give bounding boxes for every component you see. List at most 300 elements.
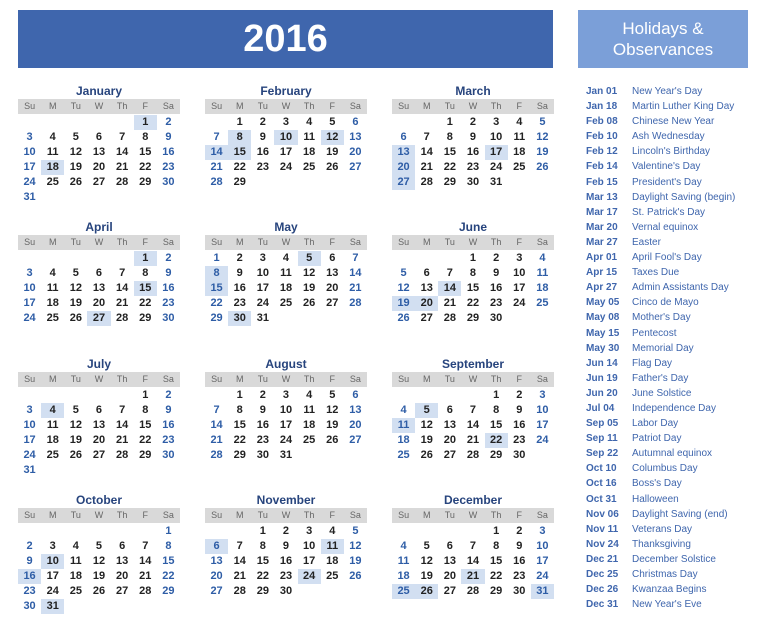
holiday-name: Independence Day bbox=[632, 402, 716, 414]
day-cell: 16 bbox=[162, 146, 175, 158]
day-cell: 17 bbox=[536, 419, 549, 431]
day-cell: 14 bbox=[210, 419, 223, 431]
month-april bbox=[18, 220, 180, 326]
day-cell: 23 bbox=[162, 297, 175, 309]
day-cell: 11 bbox=[321, 539, 344, 554]
weekday-label: F bbox=[329, 374, 336, 384]
month-august bbox=[205, 357, 367, 463]
day-cell: 29 bbox=[466, 312, 480, 324]
weekday-label: Th bbox=[303, 510, 315, 520]
day-cell: 17 bbox=[513, 282, 526, 294]
holiday-date: Feb 15 bbox=[586, 176, 618, 188]
day-cell: 7 bbox=[119, 131, 126, 143]
days-grid bbox=[205, 115, 367, 190]
day-cell: 13 bbox=[443, 419, 456, 431]
day-cell: 10 bbox=[279, 404, 293, 416]
day-cell: 4 bbox=[41, 403, 64, 418]
day-cell: 30 bbox=[23, 600, 36, 612]
holiday-name: April Fool's Day bbox=[632, 252, 702, 264]
holiday-name: Halloween bbox=[632, 493, 679, 505]
day-cell: 24 bbox=[23, 312, 36, 324]
empty-day bbox=[18, 388, 41, 403]
day-cell: 6 bbox=[446, 540, 453, 552]
weekday-label: Sa bbox=[536, 374, 548, 384]
holiday-row bbox=[586, 265, 758, 280]
weekday-label: Tu bbox=[257, 101, 268, 111]
day-cell: 20 bbox=[349, 419, 362, 431]
day-cell: 20 bbox=[392, 160, 415, 175]
day-cell: 20 bbox=[349, 146, 362, 158]
holiday-name: Ash Wednesday bbox=[632, 131, 705, 143]
day-cell: 20 bbox=[92, 161, 106, 173]
day-cell: 4 bbox=[539, 252, 546, 264]
day-cell: 6 bbox=[446, 404, 453, 416]
holiday-row bbox=[586, 235, 758, 250]
holiday-date: Sep 22 bbox=[586, 448, 619, 460]
holiday-row bbox=[586, 552, 758, 567]
holiday-row bbox=[586, 492, 758, 507]
day-cell: 21 bbox=[116, 161, 129, 173]
day-cell: 18 bbox=[397, 434, 410, 446]
day-cell: 9 bbox=[259, 131, 266, 143]
day-cell: 21 bbox=[233, 570, 246, 582]
day-cell: 7 bbox=[446, 267, 453, 279]
month-title: August bbox=[265, 357, 307, 371]
day-cell: 4 bbox=[400, 404, 407, 416]
holiday-name: Memorial Day bbox=[632, 342, 694, 354]
day-cell: 17 bbox=[279, 419, 293, 431]
day-cell: 7 bbox=[352, 252, 359, 264]
day-cell: 22 bbox=[139, 434, 152, 446]
day-cell: 28 bbox=[443, 312, 456, 324]
weekday-label: Tu bbox=[444, 374, 455, 384]
day-cell: 2 bbox=[516, 389, 523, 401]
day-cell: 18 bbox=[46, 434, 59, 446]
day-cell: 18 bbox=[69, 570, 82, 582]
day-cell: 6 bbox=[95, 131, 103, 143]
weekday-label: W bbox=[468, 237, 478, 247]
month-june bbox=[392, 220, 554, 326]
day-cell: 12 bbox=[69, 282, 82, 294]
day-cell: 25 bbox=[46, 312, 59, 324]
day-cell: 10 bbox=[23, 282, 36, 294]
day-cell: 15 bbox=[205, 281, 228, 296]
day-cell: 22 bbox=[485, 433, 508, 448]
day-cell: 5 bbox=[72, 267, 79, 279]
day-cell: 4 bbox=[49, 267, 56, 279]
day-cell: 5 bbox=[539, 116, 546, 128]
day-cell: 2 bbox=[493, 252, 500, 264]
day-cell: 28 bbox=[466, 585, 480, 597]
day-cell: 1 bbox=[165, 525, 172, 537]
holiday-row bbox=[586, 446, 758, 461]
day-cell: 31 bbox=[531, 584, 554, 599]
day-cell: 31 bbox=[279, 449, 293, 461]
weekday-label: Su bbox=[211, 101, 223, 111]
day-cell: 1 bbox=[236, 116, 243, 128]
day-cell: 10 bbox=[23, 419, 36, 431]
weekday-label: Th bbox=[116, 101, 128, 111]
day-cell: 22 bbox=[490, 570, 503, 582]
day-cell: 13 bbox=[326, 267, 339, 279]
holiday-row bbox=[586, 522, 758, 537]
empty-day bbox=[392, 524, 415, 539]
empty-day bbox=[438, 388, 461, 403]
holiday-row bbox=[586, 190, 758, 205]
month-may bbox=[205, 220, 367, 326]
day-cell: 11 bbox=[397, 555, 410, 567]
day-cell: 26 bbox=[397, 312, 410, 324]
day-cell: 30 bbox=[162, 312, 175, 324]
weekday-label: F bbox=[142, 510, 149, 520]
day-cell: 26 bbox=[420, 449, 433, 461]
day-cell: 19 bbox=[69, 161, 82, 173]
day-cell: 2 bbox=[282, 525, 290, 537]
day-cell: 27 bbox=[87, 311, 110, 326]
day-cell: 26 bbox=[69, 176, 82, 188]
day-cell: 16 bbox=[490, 282, 503, 294]
month-title: February bbox=[260, 84, 312, 98]
day-cell: 6 bbox=[400, 131, 407, 143]
day-cell: 20 bbox=[415, 296, 438, 311]
days-grid bbox=[392, 251, 554, 326]
day-cell: 1 bbox=[259, 525, 266, 537]
day-cell: 18 bbox=[279, 282, 293, 294]
day-cell: 21 bbox=[116, 434, 129, 446]
holiday-date: Oct 10 bbox=[586, 463, 617, 475]
day-cell: 24 bbox=[536, 570, 549, 582]
day-cell: 29 bbox=[210, 312, 223, 324]
holiday-row bbox=[586, 175, 758, 190]
weekday-label: F bbox=[516, 237, 523, 247]
day-cell: 3 bbox=[282, 389, 290, 401]
holiday-name: Daylight Saving (end) bbox=[632, 508, 728, 520]
day-cell: 30 bbox=[513, 585, 526, 597]
day-cell: 7 bbox=[142, 540, 149, 552]
day-cell: 29 bbox=[490, 449, 503, 461]
day-cell: 15 bbox=[228, 145, 251, 160]
day-cell: 24 bbox=[490, 161, 503, 173]
day-cell: 17 bbox=[23, 161, 36, 173]
empty-day bbox=[87, 115, 110, 130]
holiday-date: Dec 26 bbox=[586, 584, 619, 596]
day-cell: 13 bbox=[92, 419, 106, 431]
day-cell: 9 bbox=[165, 404, 172, 416]
holiday-row bbox=[586, 416, 758, 431]
empty-day bbox=[41, 388, 64, 403]
days-grid bbox=[18, 388, 180, 478]
day-cell: 19 bbox=[92, 570, 106, 582]
weekday-label: M bbox=[235, 510, 244, 520]
day-cell: 28 bbox=[233, 585, 246, 597]
day-cell: 27 bbox=[443, 449, 456, 461]
day-cell: 22 bbox=[233, 434, 246, 446]
holiday-name: Admin Assistants Day bbox=[632, 282, 729, 294]
day-cell: 3 bbox=[306, 525, 313, 537]
holiday-date: May 30 bbox=[586, 342, 620, 354]
holiday-name: Easter bbox=[632, 236, 661, 248]
holiday-name: Patriot Day bbox=[632, 433, 682, 445]
day-cell: 11 bbox=[513, 131, 526, 143]
day-cell: 5 bbox=[72, 131, 79, 143]
holiday-row bbox=[586, 401, 758, 416]
holiday-row bbox=[586, 295, 758, 310]
day-cell: 28 bbox=[466, 449, 480, 461]
weekday-label: Th bbox=[490, 237, 502, 247]
day-cell: 22 bbox=[466, 297, 480, 309]
holiday-name: Lincoln's Birthday bbox=[632, 146, 711, 158]
empty-day bbox=[415, 115, 438, 130]
holiday-date: Jun 14 bbox=[586, 357, 618, 369]
empty-day bbox=[64, 388, 87, 403]
day-cell: 1 bbox=[213, 252, 220, 264]
holiday-row bbox=[586, 567, 758, 582]
day-cell: 15 bbox=[139, 146, 152, 158]
day-cell: 31 bbox=[41, 599, 64, 614]
holiday-row bbox=[586, 220, 758, 235]
holiday-row bbox=[586, 144, 758, 159]
day-cell: 5 bbox=[95, 540, 103, 552]
weekday-label: Tu bbox=[70, 374, 81, 384]
holiday-date: Dec 21 bbox=[586, 553, 619, 565]
weekday-label: M bbox=[235, 101, 244, 111]
day-cell: 13 bbox=[210, 555, 223, 567]
month-october bbox=[18, 493, 180, 614]
day-cell: 19 bbox=[69, 297, 82, 309]
empty-day bbox=[87, 251, 110, 266]
holiday-date: May 15 bbox=[586, 327, 620, 339]
day-cell: 25 bbox=[536, 297, 549, 309]
weekday-header bbox=[18, 235, 180, 250]
day-cell: 25 bbox=[279, 297, 293, 309]
day-cell: 8 bbox=[142, 404, 149, 416]
month-september bbox=[392, 357, 554, 463]
month-november bbox=[205, 493, 367, 599]
weekday-label: W bbox=[94, 510, 104, 520]
day-cell: 23 bbox=[490, 297, 503, 309]
day-cell: 4 bbox=[72, 540, 79, 552]
day-cell: 6 bbox=[95, 404, 103, 416]
holiday-name: Pentecost bbox=[632, 327, 677, 339]
day-cell: 26 bbox=[69, 312, 82, 324]
day-cell: 30 bbox=[228, 311, 251, 326]
day-cell: 17 bbox=[23, 434, 36, 446]
holiday-date: Jan 18 bbox=[586, 101, 618, 113]
day-cell: 7 bbox=[469, 540, 477, 552]
weekday-label: W bbox=[281, 510, 291, 520]
day-cell: 8 bbox=[165, 540, 172, 552]
weekday-label: Th bbox=[116, 510, 128, 520]
weekday-header bbox=[205, 372, 367, 387]
day-cell: 22 bbox=[256, 570, 269, 582]
day-cell: 22 bbox=[233, 161, 246, 173]
empty-day bbox=[111, 524, 134, 539]
days-grid bbox=[18, 251, 180, 326]
weekday-header bbox=[392, 235, 554, 250]
weekday-label: Th bbox=[303, 374, 315, 384]
holiday-name: Kwanzaa Begins bbox=[632, 584, 707, 596]
day-cell: 12 bbox=[397, 282, 410, 294]
day-cell: 31 bbox=[23, 464, 36, 476]
day-cell: 6 bbox=[95, 267, 103, 279]
day-cell: 29 bbox=[139, 449, 152, 461]
day-cell: 3 bbox=[516, 252, 523, 264]
day-cell: 7 bbox=[213, 404, 220, 416]
holiday-name: Christmas Day bbox=[632, 569, 698, 580]
day-cell: 30 bbox=[256, 449, 269, 461]
day-cell: 25 bbox=[303, 161, 316, 173]
weekday-label: W bbox=[94, 101, 104, 111]
day-cell: 13 bbox=[349, 131, 362, 143]
day-cell: 19 bbox=[536, 146, 549, 158]
day-cell: 19 bbox=[326, 419, 339, 431]
holiday-date: Nov 06 bbox=[586, 508, 619, 520]
weekday-label: Tu bbox=[70, 510, 81, 520]
day-cell: 2 bbox=[259, 116, 266, 128]
holiday-date: May 08 bbox=[586, 312, 620, 324]
empty-day bbox=[392, 115, 415, 130]
day-cell: 13 bbox=[116, 555, 129, 567]
day-cell: 26 bbox=[415, 584, 438, 599]
weekday-label: Th bbox=[303, 101, 315, 111]
day-cell: 11 bbox=[46, 282, 59, 294]
day-cell: 8 bbox=[228, 130, 251, 145]
holiday-name: Thanksgiving bbox=[632, 538, 691, 550]
day-cell: 28 bbox=[349, 297, 362, 309]
day-cell: 9 bbox=[516, 404, 523, 416]
day-cell: 20 bbox=[326, 282, 339, 294]
holiday-date: Apr 01 bbox=[586, 252, 618, 264]
holidays-title: Holidays & Observances bbox=[612, 19, 714, 59]
holiday-name: Taxes Due bbox=[632, 267, 680, 279]
empty-day bbox=[415, 388, 438, 403]
day-cell: 11 bbox=[536, 267, 549, 279]
day-cell: 25 bbox=[46, 176, 59, 188]
holiday-row bbox=[586, 582, 758, 597]
day-cell: 14 bbox=[466, 419, 480, 431]
day-cell: 3 bbox=[26, 131, 33, 143]
day-cell: 8 bbox=[469, 267, 477, 279]
day-cell: 17 bbox=[46, 570, 59, 582]
day-cell: 8 bbox=[142, 131, 149, 143]
day-cell: 1 bbox=[134, 251, 157, 266]
weekday-label: F bbox=[516, 510, 523, 520]
holiday-row bbox=[586, 461, 758, 476]
day-cell: 18 bbox=[397, 570, 410, 582]
day-cell: 8 bbox=[493, 540, 500, 552]
weekday-label: M bbox=[235, 237, 244, 247]
day-cell: 13 bbox=[392, 145, 415, 160]
day-cell: 5 bbox=[72, 404, 79, 416]
empty-day bbox=[18, 524, 41, 539]
month-title: March bbox=[455, 84, 491, 98]
year-banner bbox=[18, 10, 553, 68]
weekday-header bbox=[205, 508, 367, 523]
day-cell: 15 bbox=[490, 555, 503, 567]
holidays-list bbox=[586, 84, 758, 612]
weekday-label: M bbox=[48, 510, 57, 520]
empty-day bbox=[461, 524, 484, 539]
days-grid bbox=[18, 524, 180, 614]
day-cell: 24 bbox=[279, 161, 293, 173]
day-cell: 1 bbox=[493, 389, 500, 401]
holiday-row bbox=[586, 507, 758, 522]
holiday-name: Vernal equinox bbox=[632, 221, 699, 233]
weekday-header bbox=[392, 508, 554, 523]
weekday-label: M bbox=[48, 237, 57, 247]
day-cell: 8 bbox=[493, 404, 500, 416]
holiday-row bbox=[586, 431, 758, 446]
day-cell: 14 bbox=[438, 281, 461, 296]
empty-day bbox=[392, 251, 415, 266]
day-cell: 24 bbox=[23, 449, 36, 461]
empty-day bbox=[392, 388, 415, 403]
day-cell: 24 bbox=[23, 176, 36, 188]
day-cell: 5 bbox=[423, 540, 430, 552]
holiday-name: President's Day bbox=[632, 176, 702, 188]
day-cell: 16 bbox=[513, 555, 526, 567]
day-cell: 15 bbox=[134, 281, 157, 296]
weekday-label: M bbox=[422, 101, 431, 111]
day-cell: 12 bbox=[420, 419, 433, 431]
holiday-date: Jun 19 bbox=[586, 372, 618, 384]
day-cell: 30 bbox=[466, 176, 480, 188]
weekday-header bbox=[392, 99, 554, 114]
weekday-label: F bbox=[329, 237, 336, 247]
day-cell: 27 bbox=[326, 297, 339, 309]
day-cell: 18 bbox=[513, 146, 526, 158]
holiday-name: Boss's Day bbox=[632, 478, 682, 490]
day-cell: 10 bbox=[536, 540, 549, 552]
empty-day bbox=[87, 524, 110, 539]
day-cell: 27 bbox=[349, 161, 362, 173]
day-cell: 5 bbox=[400, 267, 407, 279]
day-cell: 11 bbox=[70, 555, 82, 567]
day-cell: 25 bbox=[392, 584, 415, 599]
day-cell: 23 bbox=[279, 570, 293, 582]
day-cell: 6 bbox=[423, 267, 430, 279]
weekday-label: Sa bbox=[349, 101, 361, 111]
day-cell: 23 bbox=[162, 434, 175, 446]
weekday-label: W bbox=[468, 101, 478, 111]
day-cell: 16 bbox=[256, 146, 269, 158]
day-cell: 26 bbox=[303, 297, 316, 309]
month-march bbox=[392, 84, 554, 190]
day-cell: 31 bbox=[490, 176, 503, 188]
holiday-date: Feb 08 bbox=[586, 116, 618, 128]
day-cell: 28 bbox=[420, 176, 433, 188]
day-cell: 19 bbox=[420, 570, 433, 582]
day-cell: 3 bbox=[493, 116, 500, 128]
day-cell: 12 bbox=[303, 267, 316, 279]
day-cell: 8 bbox=[205, 266, 228, 281]
day-cell: 24 bbox=[279, 434, 293, 446]
day-cell: 14 bbox=[420, 146, 433, 158]
day-cell: 6 bbox=[205, 539, 228, 554]
day-cell: 15 bbox=[256, 555, 269, 567]
weekday-label: Sa bbox=[349, 374, 361, 384]
day-cell: 22 bbox=[162, 570, 175, 582]
holiday-date: May 05 bbox=[586, 297, 620, 309]
day-cell: 27 bbox=[92, 449, 106, 461]
day-cell: 21 bbox=[461, 569, 484, 584]
holiday-row bbox=[586, 84, 758, 99]
day-cell: 25 bbox=[303, 434, 316, 446]
holiday-date: Mar 17 bbox=[586, 206, 618, 218]
day-cell: 5 bbox=[329, 116, 336, 128]
day-cell: 11 bbox=[46, 419, 59, 431]
day-cell: 8 bbox=[142, 267, 149, 279]
